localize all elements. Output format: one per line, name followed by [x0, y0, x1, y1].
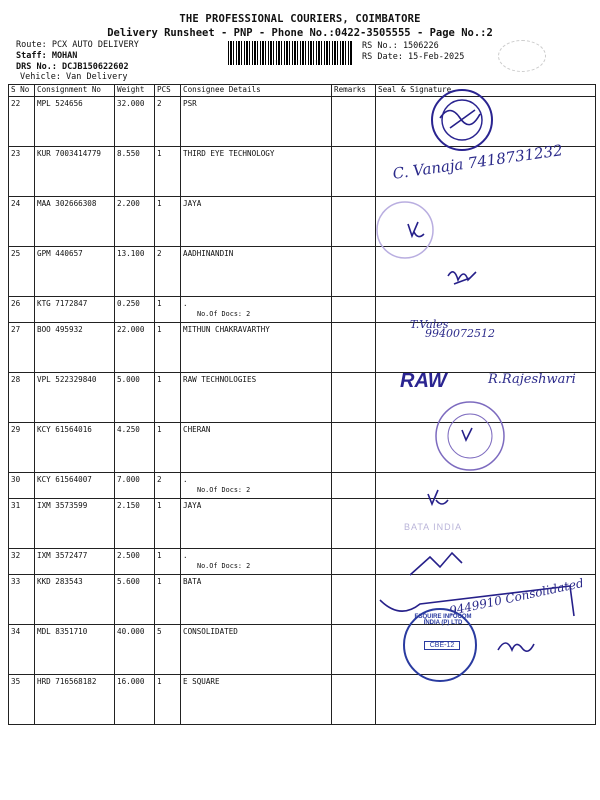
- cell-sno: 30: [11, 475, 21, 484]
- cell-sno: 24: [11, 199, 21, 208]
- handwriting-27-phone: 9940072512: [425, 327, 495, 340]
- cell-consignment: KCY 61564016: [37, 425, 92, 434]
- sig-25: [448, 272, 476, 284]
- cell-weight: 0.250: [117, 299, 140, 308]
- cell-pcs: 1: [157, 425, 162, 434]
- cell-weight: 40.000: [117, 627, 145, 636]
- runsheet-title: Delivery Runsheet - PNP - Phone No.:0422-3505555 - Page No.:2: [107, 27, 493, 39]
- cell-sno: 34: [11, 627, 21, 636]
- handwriting-23: C. Vanaja 7418731232: [391, 141, 564, 183]
- cell-consignee: CONSOLIDATED: [183, 627, 238, 636]
- cell-consignment: GPM 440657: [37, 249, 83, 258]
- cell-consignee: AADHINANDIN: [183, 249, 234, 258]
- cell-sno: 27: [11, 325, 21, 334]
- cell-weight: 2.500: [117, 551, 140, 560]
- drs-number: DRS No.: DCJB150622602: [16, 62, 129, 72]
- col-pcs: PCS: [155, 85, 181, 97]
- cell-weight: 16.000: [117, 677, 145, 686]
- cell-consignee: THIRD EYE TECHNOLOGY: [183, 149, 275, 158]
- cell-sno: 22: [11, 99, 21, 108]
- cell-pcs: 1: [157, 677, 162, 686]
- cell-pcs: 1: [157, 199, 162, 208]
- cell-sno: 31: [11, 501, 21, 510]
- cell-consignment: KUR 7003414779: [37, 149, 102, 158]
- sig-33: [410, 553, 462, 575]
- esquare-stamp-center: CBE-12: [424, 641, 460, 650]
- sig-29: [462, 428, 472, 440]
- cell-consignee: CHERAN: [183, 425, 211, 434]
- cell-consignment: MPL 524656: [37, 99, 83, 108]
- cell-consignment: KKD 283543: [37, 577, 83, 586]
- col-consignment: Consignment No: [35, 85, 115, 97]
- cell-consignment: HRD 716568182: [37, 677, 97, 686]
- sig-24: [408, 222, 424, 237]
- sig-35: [498, 643, 534, 651]
- cell-consignee: RAW TECHNOLOGIES: [183, 375, 257, 384]
- cell-sno: 25: [11, 249, 21, 258]
- sig-31: [428, 490, 448, 504]
- cell-consignee: .: [183, 551, 188, 560]
- cell-sno: 28: [11, 375, 21, 384]
- cell-sno: 35: [11, 677, 21, 686]
- stamp-cheran: [436, 402, 504, 470]
- cell-consignee: JAYA: [183, 199, 202, 208]
- cell-pcs: 1: [157, 501, 162, 510]
- cell-pcs: 5: [157, 627, 162, 636]
- col-sno: S No: [9, 85, 35, 97]
- rs-date: RS Date: 15-Feb-2025: [362, 52, 465, 62]
- cell-consignment: IXM 3573599: [37, 501, 88, 510]
- staff-label: Staff: MOHAN: [16, 51, 78, 61]
- cell-sno: 26: [11, 299, 21, 308]
- col-weight: Weight: [115, 85, 155, 97]
- cell-sno: 29: [11, 425, 21, 434]
- cell-consignment: BOO 495932: [37, 325, 83, 334]
- cell-consignee: BATA: [183, 577, 202, 586]
- stamp-24: [377, 202, 433, 258]
- handwriting-27-name: T.Vales: [410, 318, 449, 331]
- cell-weight: 5.600: [117, 577, 140, 586]
- stamp-cheran-inner: [448, 414, 492, 458]
- cell-sno: 23: [11, 149, 21, 158]
- col-signature: Seal & Signature: [376, 85, 596, 97]
- cell-weight: 22.000: [117, 325, 145, 334]
- handwriting-28: R.Rajeshwari: [488, 372, 576, 387]
- col-consignee: Consignee Details: [181, 85, 332, 97]
- cell-pcs: 1: [157, 577, 162, 586]
- cell-pcs: 1: [157, 299, 162, 308]
- cell-pcs: 1: [157, 325, 162, 334]
- route-label: Route: PCX AUTO DELIVERY: [16, 40, 139, 50]
- col-remarks: Remarks: [332, 85, 376, 97]
- cell-consignee: .: [183, 475, 188, 484]
- cell-sno: 32: [11, 551, 21, 560]
- cell-pcs: 1: [157, 375, 162, 384]
- cell-pcs: 1: [157, 149, 162, 158]
- esquare-stamp-text: ESQUIRE INFOCOM INDIA (P) LTD: [414, 614, 472, 626]
- sig-22: [440, 110, 480, 128]
- rs-number: RS No.: 1506226: [362, 41, 439, 51]
- bata-stamp: BATA INDIA: [404, 522, 463, 532]
- cell-consignee: .: [183, 299, 188, 308]
- cell-consignee: JAYA: [183, 501, 202, 510]
- cell-pcs: 2: [157, 99, 162, 108]
- cell-consignment: KCY 61564007: [37, 475, 92, 484]
- cell-pcs: 1: [157, 551, 162, 560]
- cell-weight: 32.000: [117, 99, 145, 108]
- cell-weight: 13.100: [117, 249, 145, 258]
- raw-logo: RAW: [400, 370, 447, 392]
- company-title: THE PROFESSIONAL COURIERS, COIMBATORE: [179, 13, 421, 25]
- cell-consignment: MDL 8351710: [37, 627, 88, 636]
- cell-consignment: KTG 7172847: [37, 299, 88, 308]
- docs-count: No.Of Docs: 2: [197, 562, 251, 570]
- cell-consignee: MITHUN CHAKRAVARTHY: [183, 325, 270, 334]
- cell-consignee: E SQUARE: [183, 677, 220, 686]
- docs-count: No.Of Docs: 2: [197, 486, 251, 494]
- cell-consignment: IXM 3572477: [37, 551, 88, 560]
- docs-count: No.Of Docs: 2: [197, 310, 251, 318]
- cell-weight: 7.000: [117, 475, 140, 484]
- cell-weight: 8.550: [117, 149, 140, 158]
- cell-pcs: 2: [157, 475, 162, 484]
- cell-consignee: PSR: [183, 99, 197, 108]
- cell-weight: 4.250: [117, 425, 140, 434]
- cell-sno: 33: [11, 577, 21, 586]
- vehicle-label: Vehicle: Van Delivery: [20, 72, 128, 82]
- cell-weight: 2.200: [117, 199, 140, 208]
- cell-consignment: VPL 522329840: [37, 375, 97, 384]
- cell-pcs: 2: [157, 249, 162, 258]
- cell-weight: 5.000: [117, 375, 140, 384]
- handwriting-34: 9449910 Consolidated: [448, 575, 585, 619]
- cell-weight: 2.150: [117, 501, 140, 510]
- cell-consignment: MAA 302666308: [37, 199, 97, 208]
